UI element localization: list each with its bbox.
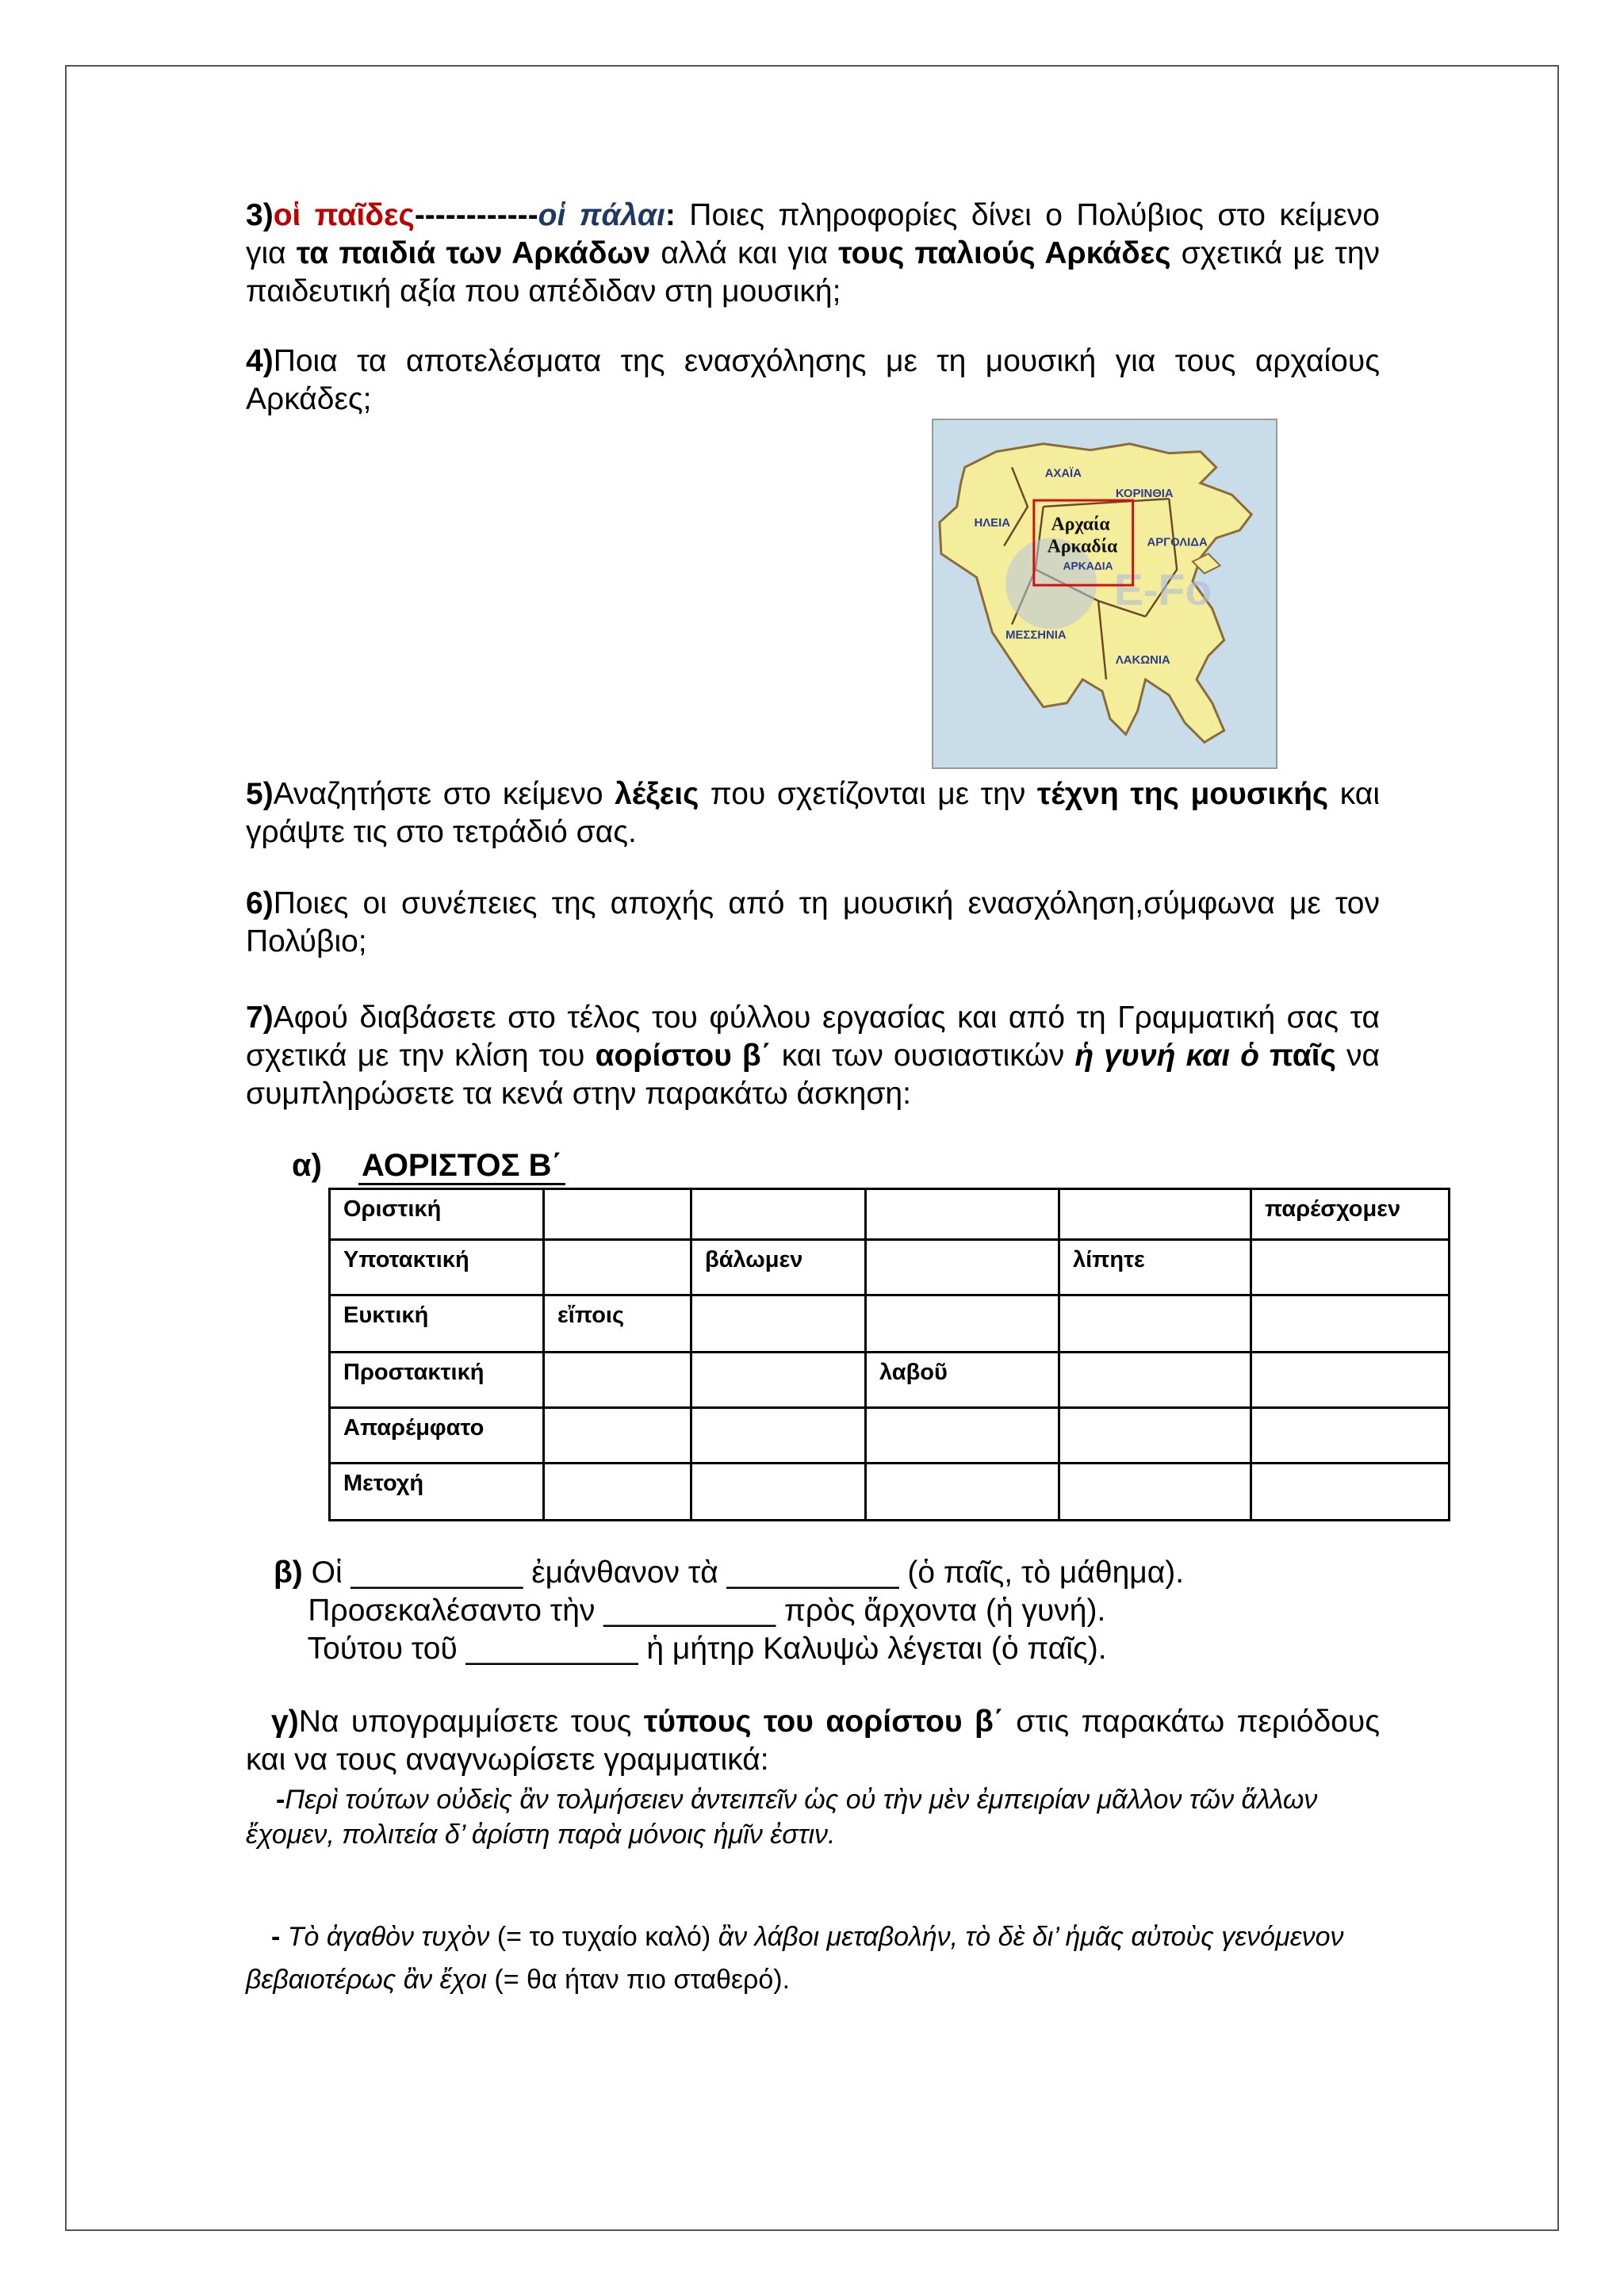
table-cell[interactable]: [1251, 1295, 1450, 1353]
table-cell[interactable]: [866, 1295, 1059, 1353]
section-c-text-2: στις παρακάτω περιόδους και να τους αναγνωρίσετε γραμματικά:: [246, 1705, 1380, 1777]
q5-text-2: που σχετίζονται με την: [699, 777, 1037, 811]
map-label-ileia: ΗΛΕΙΑ: [974, 516, 1010, 530]
section-d-normal-2: (= θα ήταν πιο σταθερό).: [486, 1965, 791, 1995]
q7-text-3: να συμπληρώσετε τα κενά στην παρακάτω άσκηση:: [246, 1039, 1380, 1111]
map-label-lakonia: ΛΑΚΩΝΙΑ: [1115, 654, 1170, 668]
q3-bold-2: τους παλιούς Αρκάδες: [838, 236, 1171, 270]
table-cell: Απαρέμφατο: [330, 1408, 544, 1464]
table-cell: λίπητε: [1059, 1240, 1251, 1295]
table-cell[interactable]: [1059, 1295, 1251, 1353]
q3-navy-phrase: οἱ πάλαι: [538, 198, 665, 232]
section-a-heading: [292, 1148, 565, 1184]
q7-bold-2: παῖς: [1258, 1039, 1336, 1073]
map-label-messinia: ΜΕΣΣΗΝΙΑ: [1005, 629, 1067, 642]
section-b-text-1: Οἱ __________ ἐμάνθανον τὰ __________ (ὁ παῖς, τὸ μάθημα).: [302, 1556, 1185, 1590]
map-svg: [933, 420, 1276, 767]
table-cell[interactable]: [1059, 1189, 1251, 1240]
q7-text-1: Αφού διαβάσετε στο τέλος του φύλλου εργασίας και από τη Γραμματική σας τα σχετικά με την κλίση του: [246, 1001, 1380, 1073]
section-d-normal-1: (= το τυχαίο καλό): [489, 1922, 718, 1952]
map-watermark: E-Fo: [1113, 564, 1212, 614]
question-5: [246, 775, 1380, 851]
q5-bold-1: λέξεις: [615, 777, 699, 811]
q6-text: Ποιες οι συνέπειες της αποχής από τη μουσική ενασχόληση,σύμφωνα με τον Πολύβιο;: [246, 886, 1380, 959]
map-label-archaia: Αρχαία: [1051, 514, 1110, 535]
section-b-line-2: Προσεκαλέσαντο τὴν __________ πρὸς ἄρχοντα (ἡ γυνή).: [274, 1594, 1106, 1628]
table-cell[interactable]: [1059, 1353, 1251, 1408]
q3-colon: :: [665, 198, 676, 232]
table-cell: Οριστική: [330, 1189, 544, 1240]
section-b-label: β): [274, 1556, 303, 1590]
table-cell: Υποτακτική: [330, 1240, 544, 1295]
table-cell[interactable]: [1251, 1240, 1450, 1295]
table-cell: βάλωμεν: [691, 1240, 866, 1295]
table-row: [330, 1240, 1450, 1295]
table-cell[interactable]: [544, 1189, 691, 1240]
table-cell[interactable]: [544, 1408, 691, 1464]
q3-text-2: αλλά και για: [650, 236, 839, 270]
table-cell[interactable]: [866, 1189, 1059, 1240]
map-label-argolida: ΑΡΓΟΛΙΔΑ: [1147, 536, 1208, 549]
table-cell[interactable]: [1059, 1464, 1251, 1521]
table-cell[interactable]: [1059, 1408, 1251, 1464]
table-cell[interactable]: [544, 1240, 691, 1295]
q3-text-3: σχετικά με την παιδευτική αξία που απέδιδαν στη μουσική;: [246, 236, 1381, 308]
table-cell[interactable]: [691, 1295, 866, 1353]
table-cell[interactable]: [1251, 1464, 1450, 1521]
section-c-sentence-text: Περὶ τούτων οὐδεὶς ἂν τολμήσειεν ἀντειπεῖν ὡς οὐ τὴν μὲν ἐμπειρίαν μᾶλλον τῶν ἄλλων ἔχομεν, πολιτεία δ’ ἀρίστη παρὰ μόνοις ἡμῖν ἐστιν.: [246, 1785, 1318, 1850]
section-c-instruction: [246, 1703, 1380, 1779]
question-4: [246, 342, 1380, 419]
section-d-sentence: [246, 1915, 1380, 2001]
table-row: [330, 1408, 1450, 1464]
question-6: [246, 885, 1380, 961]
table-row: [330, 1189, 1450, 1240]
section-a-title: ΑΟΡΙΣΤΟΣ Β΄: [358, 1148, 565, 1185]
table-cell[interactable]: [866, 1408, 1059, 1464]
q7-bold-italic: ἡ γυνή και ὁ: [1074, 1039, 1259, 1073]
table-cell[interactable]: [866, 1464, 1059, 1521]
q7-number: 7): [246, 1001, 274, 1035]
q5-bold-2: τέχνη της μουσικής: [1036, 777, 1329, 811]
section-b-line-3: Τούτου τοῦ __________ ἡ μήτηρ Καλυψὼ λέγεται (ὁ παῖς).: [274, 1632, 1107, 1666]
table-cell[interactable]: [691, 1189, 866, 1240]
q4-number: 4): [246, 344, 274, 378]
map-label-arkadia: ΑΡΚΑΔΙΑ: [1063, 559, 1113, 572]
table-cell[interactable]: [866, 1240, 1059, 1295]
question-7: [246, 999, 1380, 1113]
section-d-italic-1: Τὸ ἀγαθὸν τυχὸν: [287, 1922, 490, 1952]
table-cell: παρέσχομεν: [1251, 1189, 1450, 1240]
table-cell[interactable]: [544, 1353, 691, 1408]
section-a-label: α): [292, 1148, 322, 1183]
table-cell: Ευκτική: [330, 1295, 544, 1353]
table-cell[interactable]: [691, 1408, 866, 1464]
table-cell: Προστακτική: [330, 1353, 544, 1408]
q7-text-2: και των ουσιαστικών: [771, 1039, 1075, 1073]
q5-text-3: και γράψτε τις στο τετράδιό σας.: [246, 777, 1380, 849]
table-row: [330, 1353, 1450, 1408]
q3-bold-1: τα παιδιά των Αρκάδων: [296, 236, 651, 270]
section-c-dash: -: [276, 1785, 285, 1815]
table-cell[interactable]: [1251, 1408, 1450, 1464]
q7-bold-1: αορίστου β΄: [595, 1039, 772, 1073]
table-cell[interactable]: [691, 1464, 866, 1521]
q3-text-1: Ποιες πληροφορίες δίνει ο Πολύβιος στο κείμενο για: [246, 198, 1380, 270]
q5-text-1: Αναζητήστε στο κείμενο: [273, 777, 615, 811]
section-d-italic-2: ἂν λάβοι μεταβολήν, τὸ δὲ δι’ ἡμᾶς αὐτοὺς γενόμενον βεβαιοτέρως ἂν ἔχοι: [246, 1922, 1344, 1995]
question-3: [246, 197, 1380, 311]
table-cell: Μετοχή: [330, 1464, 544, 1521]
peloponnese-map: [932, 419, 1277, 769]
aorist-table: [328, 1188, 1450, 1521]
section-c-label: γ): [271, 1705, 299, 1739]
map-label-arkadia-old: Αρκαδία: [1047, 536, 1118, 557]
section-b: [274, 1554, 1184, 1668]
table-cell[interactable]: [691, 1353, 866, 1408]
table-cell: εἴποις: [544, 1295, 691, 1353]
section-c: [246, 1703, 1380, 1852]
table-cell: λαβοῦ: [866, 1353, 1059, 1408]
table-cell[interactable]: [1251, 1353, 1450, 1408]
section-c-text-1: Να υπογραμμίσετε τους: [298, 1705, 644, 1739]
map-label-korinthia: ΚΟΡΙΝΘΙΑ: [1115, 488, 1174, 501]
section-c-bold: τύπους του αορίστου β΄: [643, 1705, 1004, 1739]
q3-dashes: ------------: [414, 198, 538, 232]
q6-number: 6): [246, 886, 274, 920]
table-row: [330, 1295, 1450, 1353]
q4-text: Ποια τα αποτελέσματα της ενασχόλησης με τη μουσική για τους αρχαίους Αρκάδες;: [246, 344, 1380, 416]
map-label-achaia: ΑΧΑΪΑ: [1044, 467, 1082, 480]
q3-red-phrase: οἱ παῖδες: [273, 198, 415, 232]
q5-number: 5): [246, 777, 274, 811]
table-row: [330, 1464, 1450, 1521]
q3-number: 3): [246, 198, 274, 232]
table-cell[interactable]: [544, 1464, 691, 1521]
section-d-dash: -: [271, 1922, 288, 1952]
section-c-sentence: [246, 1782, 1380, 1852]
section-b-line-1: [274, 1554, 1184, 1592]
